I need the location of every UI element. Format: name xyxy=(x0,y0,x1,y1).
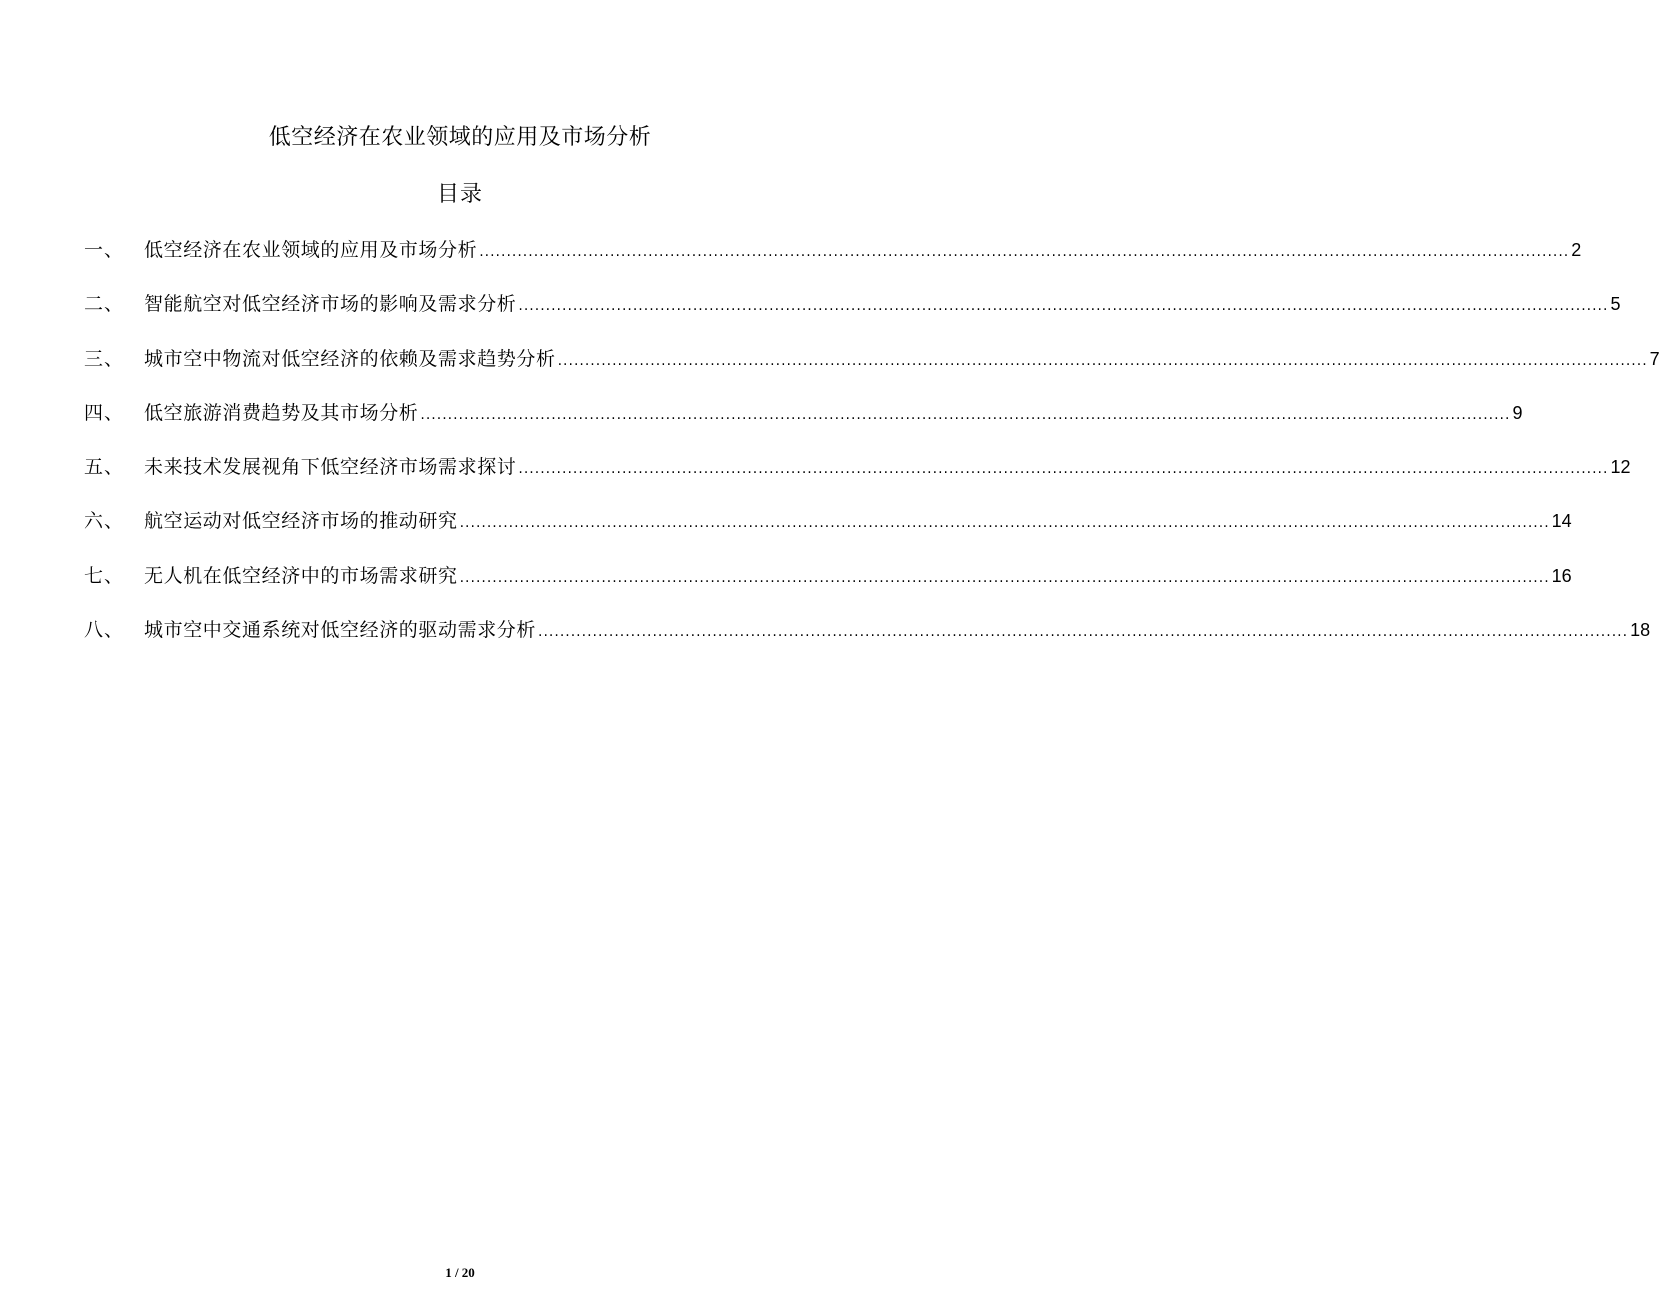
toc-entry[interactable] xyxy=(84,399,1523,453)
toc-entry-page: 14 xyxy=(1551,511,1572,532)
toc-entry-page: 18 xyxy=(1630,620,1651,641)
toc-entry-title: 低空经济在农业领域的应用及市场分析 xyxy=(144,239,478,261)
toc-entry[interactable] xyxy=(84,507,1572,561)
toc-entry-number: 八、 xyxy=(84,619,125,642)
toc-entry-title: 航空运动对低空经济市场的推动研究 xyxy=(144,510,458,533)
toc-entry[interactable] xyxy=(84,345,1660,399)
toc-entry[interactable] xyxy=(84,236,1582,290)
toc-heading: 目录 xyxy=(436,182,483,207)
toc-entry-page: 9 xyxy=(1512,402,1523,423)
toc-entry[interactable] xyxy=(84,616,1651,670)
toc-entry-page: 16 xyxy=(1551,565,1572,586)
toc-dot-leader: ........................................................................................................................................................................................................ xyxy=(459,515,1550,532)
toc-entry-page: 7 xyxy=(1649,348,1660,369)
toc-dot-leader: ........................................................................................................................................................................................................ xyxy=(420,406,1511,423)
toc-dot-leader: ........................................................................................................................................................................................................ xyxy=(518,298,1609,315)
toc-entry-title: 城市空中交通系统对低空经济的驱动需求分析 xyxy=(144,619,537,642)
toc-entry-number: 四、 xyxy=(84,401,125,424)
toc-entry-title: 城市空中物流对低空经济的依赖及需求趋势分析 xyxy=(144,347,556,370)
toc-entry-title: 低空旅游消费趋势及其市场分析 xyxy=(144,401,419,424)
document-title: 低空经济在农业领域的应用及市场分析 xyxy=(268,125,652,150)
page-indicator: 1 / 20 xyxy=(445,1265,475,1280)
toc-entry-number: 三、 xyxy=(84,347,125,370)
toc-dot-leader: ........................................................................................................................................................................................................ xyxy=(538,624,1629,641)
toc-entry-title: 智能航空对低空经济市场的影响及需求分析 xyxy=(144,293,517,316)
toc-entry[interactable] xyxy=(84,562,1572,616)
toc-entry-number: 七、 xyxy=(84,564,125,587)
toc-dot-leader: ........................................................................................................................................................................................................ xyxy=(557,352,1648,369)
toc-entry-number: 六、 xyxy=(84,510,125,533)
toc-entry-title: 无人机在低空经济中的市场需求研究 xyxy=(144,564,458,587)
toc-dot-leader: ........................................................................................................................................................................................................ xyxy=(518,461,1609,478)
toc-dot-leader: ........................................................................................................................................................................................................ xyxy=(459,569,1550,586)
toc-dot-leader: ........................................................................................................................................................................................................ xyxy=(479,244,1570,260)
toc-entry-page: 5 xyxy=(1610,294,1621,315)
table-of-contents xyxy=(84,236,1660,670)
toc-entry-number: 一、 xyxy=(84,239,125,261)
toc-entry-number: 五、 xyxy=(84,456,125,479)
toc-entry-page: 12 xyxy=(1610,457,1631,478)
toc-entry-page: 2 xyxy=(1571,240,1582,260)
toc-entry-number: 二、 xyxy=(84,293,125,316)
toc-entry[interactable] xyxy=(84,290,1621,344)
toc-entry-title: 未来技术发展视角下低空经济市场需求探讨 xyxy=(144,456,517,479)
toc-entry[interactable] xyxy=(84,453,1631,507)
